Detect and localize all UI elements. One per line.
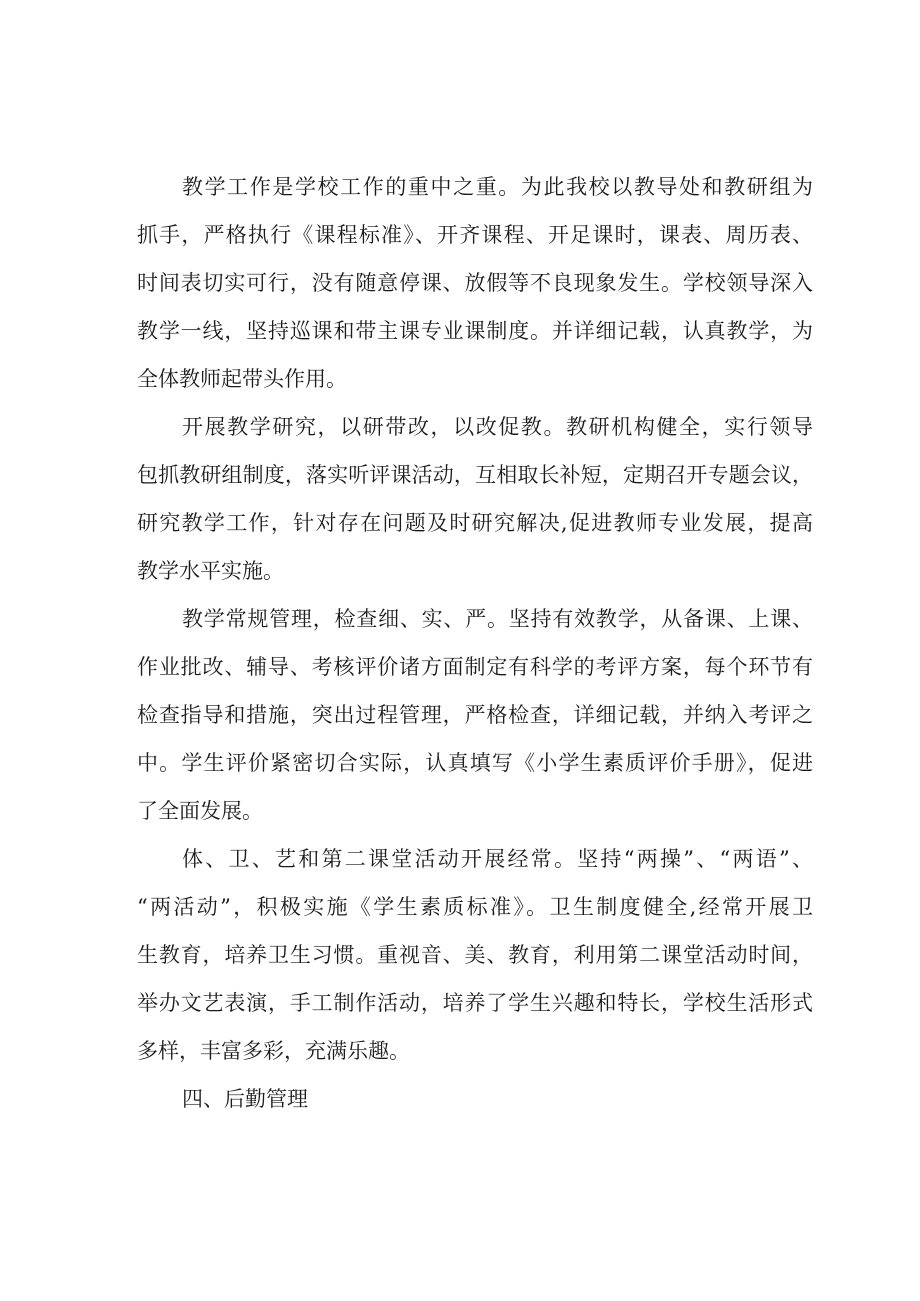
text-line: 体、卫、艺和第二课堂活动开展经常。坚持“两操”、“两语”、 — [182, 847, 813, 871]
text-line: 教学一线，坚持巡课和带主课专业课制度。并详细记载，认真教学，为 — [137, 319, 813, 343]
body-paragraph-teaching-work — [137, 163, 813, 403]
text-line: 教学水平实施。 — [137, 559, 284, 583]
text-line: “两活动”，积极实施《学生素质标准》。卫生制度健全,经常开展卫 — [137, 895, 813, 919]
text-line: 全体教师起带头作用。 — [137, 367, 347, 391]
text-line: 研究教学工作，针对存在问题及时研究解决,促进教师专业发展，提高 — [137, 511, 813, 535]
text-line: 抓手，严格执行《课程标准》、开齐课程、开足课时，课表、周历表、 — [137, 223, 813, 247]
text-line: 时间表切实可行，没有随意停课、放假等不良现象发生。学校领导深入 — [137, 271, 813, 295]
body-paragraph-routine-management — [137, 595, 813, 835]
text-line: 了全面发展。 — [137, 799, 263, 823]
text-line: 教学常规管理，检查细、实、严。坚持有效教学，从备课、上课、 — [182, 607, 813, 631]
text-line: 检查指导和措施，突出过程管理，严格检查，详细记载，并纳入考评之 — [137, 703, 813, 727]
body-paragraph-activities — [137, 835, 813, 1075]
section-heading: 四、后勤管理 — [182, 1087, 308, 1111]
text-line: 作业批改、辅导、考核评价诸方面制定有科学的考评方案，每个环节有 — [137, 655, 813, 679]
body-paragraph-teaching-research — [137, 403, 813, 595]
text-line: 包抓教研组制度，落实听评课活动，互相取长补短，定期召开专题会议， — [137, 463, 813, 487]
text-line: 生教育，培养卫生习惯。重视音、美、教育，利用第二课堂活动时间， — [137, 943, 813, 967]
text-line: 中。学生评价紧密切合实际，认真填写《小学生素质评价手册》，促进 — [137, 751, 813, 775]
text-line: 教学工作是学校工作的重中之重。为此我校以教导处和教研组为 — [182, 175, 813, 199]
text-line: 举办文艺表演，手工制作活动，培养了学生兴趣和特长，学校生活形式 — [137, 991, 813, 1015]
text-line: 多样，丰富多彩，充满乐趣。 — [137, 1039, 410, 1063]
text-line: 开展教学研究，以研带改，以改促教。教研机构健全，实行领导 — [182, 415, 813, 439]
document-body — [137, 163, 813, 1123]
